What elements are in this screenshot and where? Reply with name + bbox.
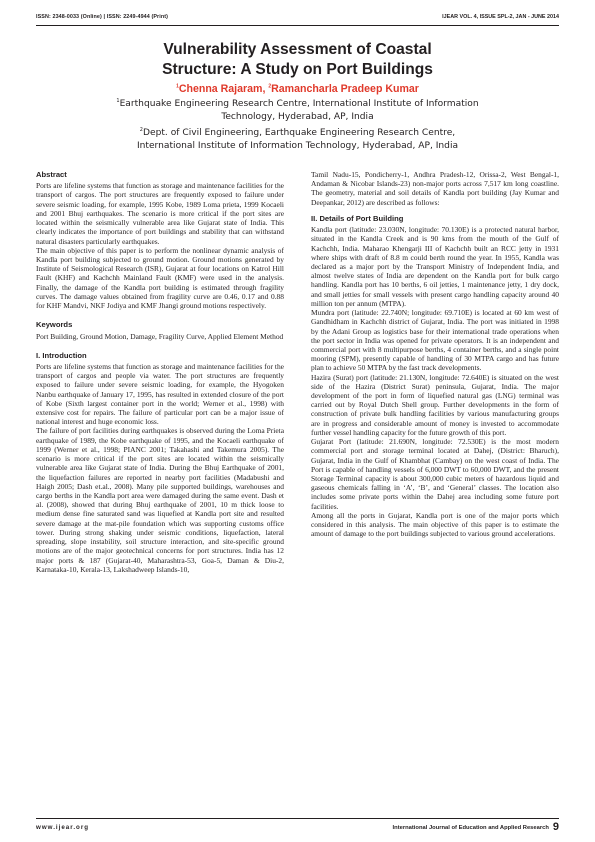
abstract-heading: Abstract: [36, 170, 67, 179]
page-header: [36, 14, 559, 28]
journal-issue-text: IJEAR VOL. 4, ISSUE SPL-2, JAN - JUNE 2014: [442, 14, 559, 20]
issn-text: ISSN: 2348-0033 (Online) | ISSN: 2249-4944 (Print): [36, 14, 169, 20]
journal-name: International Journal of Education and Applied Research: [392, 825, 549, 831]
right-column: [311, 170, 559, 539]
author-1-marker: 1: [176, 83, 179, 90]
affiliation-1-marker: 1: [116, 98, 120, 104]
affiliation-2: [60, 124, 535, 153]
keywords-heading: Keywords: [36, 320, 73, 330]
introduction-paragraph-2: The failure of port facilities during earthquakes is observed during the Loma Prieta earthquake of 1989, the Kobe earthquake of 1995, and the Kocaeli earthquake of 1999 (Werner et al., 1998; PIANC 2001; Takahashi and Takemura 2005). The scenario is more critical if the port sites are located within the seismically vulnerable area like Gujarat state of India. During the Bhuj Earthquake of 2001, the liquefaction failures are reported in nearby port facilities (Madabushi and Haigh 2005; Dash et.al., 2008). Many pile supported buildings, warehouses and cargo berths in the Kandla port area were damaged during the same event. Dash et al. (2008), showed that during Bhuj earthquake of 2001, 10 m thick loose to medium dense fine saturated sand was liquefied at Kandla port site and resulted severe damage at the mat-pile foundation which was supporting customs office tower. During strong shaking under seismic conditions, liquefaction, lateral spreading, slope instability, soil structure interaction, and site-specific ground motions are of the major geotechnical concerns for port structures. India has 12 major ports & 187 (Gujarat-40, Maharashtra-53, Goa-5, Daman & Diu-2, Karnataka-10, Kerala-13, Lakshadweep Islands-10,: [36, 426, 284, 574]
page-number: 9: [552, 821, 559, 833]
author-list: [60, 83, 535, 95]
affiliation-1-line-1: Earthquake Engineering Research Centre, International Institute of Information: [119, 99, 479, 110]
title-line-1: Vulnerability Assessment of Coastal: [163, 41, 432, 58]
title-line-2: Structure: A Study on Port Buildings: [162, 61, 433, 78]
keywords-text: Port Building, Ground Motion, Damage, Fragility Curve, Applied Element Method: [36, 331, 284, 341]
title-block: [60, 40, 535, 153]
author-2-marker: 2: [268, 83, 272, 90]
left-column: [36, 170, 284, 574]
continued-paragraph: Tamil Nadu-15, Pondicherry-1, Andhra Pradesh-12, Orissa-2, West Bengal-1, Andaman & Nicobar Islands-23) non-major ports across 7,517 km long coastline. The geometry, material and soil details of Kandla port building (Jay Kumar and Deepankar, 2012) are described as follows:: [311, 170, 559, 207]
affiliation-1: [60, 95, 535, 124]
introduction-heading: I. Introduction: [36, 350, 87, 360]
affiliation-2-line-2: International Institute of Information Technology, Hyderabad, AP, India: [136, 141, 459, 152]
introduction-paragraph-1: Ports are lifeline systems that function as storage and maintenance facilities for the transport of cargos and people via water. The port structures are frequently exposed to failure under severe seismic loading, for example, the Hyogoken Nanbu earthquake of January 17, 1995, has resulted in extended closure of the port of Kobe (Sixth largest container port in the world; Werner et al., 1998) with extensive cost for repairs. The failure of particular port can be a major issue of national interest and huge economic loss.: [36, 361, 284, 427]
port-details-heading: II. Details of Port Building: [311, 213, 404, 223]
spacer: [311, 207, 559, 214]
author-separator: ,: [262, 83, 269, 95]
author-1: Chenna Rajaram: [178, 83, 263, 95]
footer-journal: [393, 821, 559, 833]
journal-website-link[interactable]: www.ijear.org: [36, 824, 90, 831]
affiliation-2-marker: 2: [139, 127, 143, 134]
gujarat-port-paragraph: Gujarat Port (latitude: 21.690N, longitude: 72.530E) is the most modern commercial port and storage terminal located at Dahej, (District: Bharuch), Gujarat, India in the Gulf of Khambhat (Cambay) on the west coast of India. The Port is capable of handling vessels of 6,000 DWT to 60,000 DWT, and the present Storage Terminal capacity is about 300,000 cubic meters of hazardous liquid and gaseous chemicals falling in ‘A’, ‘B’, and ‘General’ classes. The location also includes some private ports within the Dahej area including some future port facilities.: [311, 437, 559, 511]
footer-rule: [36, 818, 559, 819]
mundra-port-paragraph: Mundra port (latitude: 22.740N; longitude: 69.710E) is located at 60 km west of Gandhidham in Kachchh district of Gujarat, India. The port was initiated in 1998 by the Adani Group as logistics base for their international trade operations when the port sector in India was opened for private operators. It is an independent and commercial port with 8 multipurpose berths, 4 container berths, and a single point mooring (SPM), presently capable of handling of 30 MTPA cargo and has future plan to achieve 50 MTPA by the fast track developments.: [311, 308, 559, 373]
hazira-port-paragraph: Hazira (Surat) port (latitude: 21.130N, longitude: 72.640E) is situated on the west side of the Hazira (District Surat) peninsula, Gujarat, India. The major development of the port in form of liquefied natural gas (LNG) terminal was carried out by Royal Dutch Shell group. Further developments in the form of construction of private bulk handling facilities by various manufacturing groups are in progress and considerable amount of money is invested to accommodate further vessel handling capacity for the future growth of this port.: [311, 372, 559, 437]
author-2: Ramancharla Pradeep Kumar: [271, 83, 419, 95]
affiliation-2-line-1: Dept. of Civil Engineering, Earthquake Engineering Research Centre,: [142, 128, 456, 139]
abstract-paragraph-1: Ports are lifeline systems that function as storage and maintenance facilities for the transport of cargos. The port structures are frequently exposed to failure under severe seismic loading, for example, 1995 Kobe, 1989 Loma prieta, 1999 Kocaeli and 2001 Bhuj earthquakes. The scenario is more critical if the port sites are located within the seismically vulnerable area like Gujarat state of India. This clearly indicates the importance of port buildings and stability that can withstand natural disasters particularly earthquakes.: [36, 181, 284, 246]
page-footer: [36, 818, 559, 832]
paper-title: [60, 40, 535, 80]
spacer: [36, 341, 284, 351]
spacer: [36, 310, 284, 320]
objective-paragraph: Among all the ports in Gujarat, Kandla port is one of the major ports which considered in this analysis. The main objective of this paper is to estimate the amount of damage to the port buildings subjected to various ground accelerations.: [311, 510, 559, 539]
header-rule: [36, 25, 559, 26]
abstract-paragraph-2: The main objective of this paper is to perform the nonlinear dynamic analysis of Kandla port building subjected to ground motion. Ground motions generated by Institute of Seismological Research (ISR), Gujarat at four locations on Katrol Hill Fault (KHF) and Kachchh Mainland Fault (KMF) were used in the analysis. Finally, the damage of the Kandla port building is estimated through fragility curves. The damage values obtained from fragility curve are 0.46, 0.17 and 0.88 for KHF Mandvi, NKF Jodiya and KMF Jhangi ground motions respectively.: [36, 245, 284, 311]
kandla-port-paragraph: Kandla port (latitude: 23.030N, longitude: 70.130E) is a protected natural harbor, situated in the Kandla Creek and is 90 kms from the mouth of the Gulf of Kachchh, India. Maharao Khengarji III of Kachchh built an RCC jetty in 1931 where ships with draft of 8.8 m could berth round the year. In 1955, Kandla was declared as a major port by the Transport Ministry of Independent India, and almost twelve states of India are dependent on the Kandla port for bulk cargo handling. Kandla port has 10 berths, 6 oil jetties, 1 maintenance jetty, 1 dry dock, and small jetties for small vessels with present cargo handling capacity around 40 million ton per annum (MTPA).: [311, 225, 559, 308]
affiliation-1-line-2: Technology, Hyderabad, AP, India: [221, 112, 374, 123]
